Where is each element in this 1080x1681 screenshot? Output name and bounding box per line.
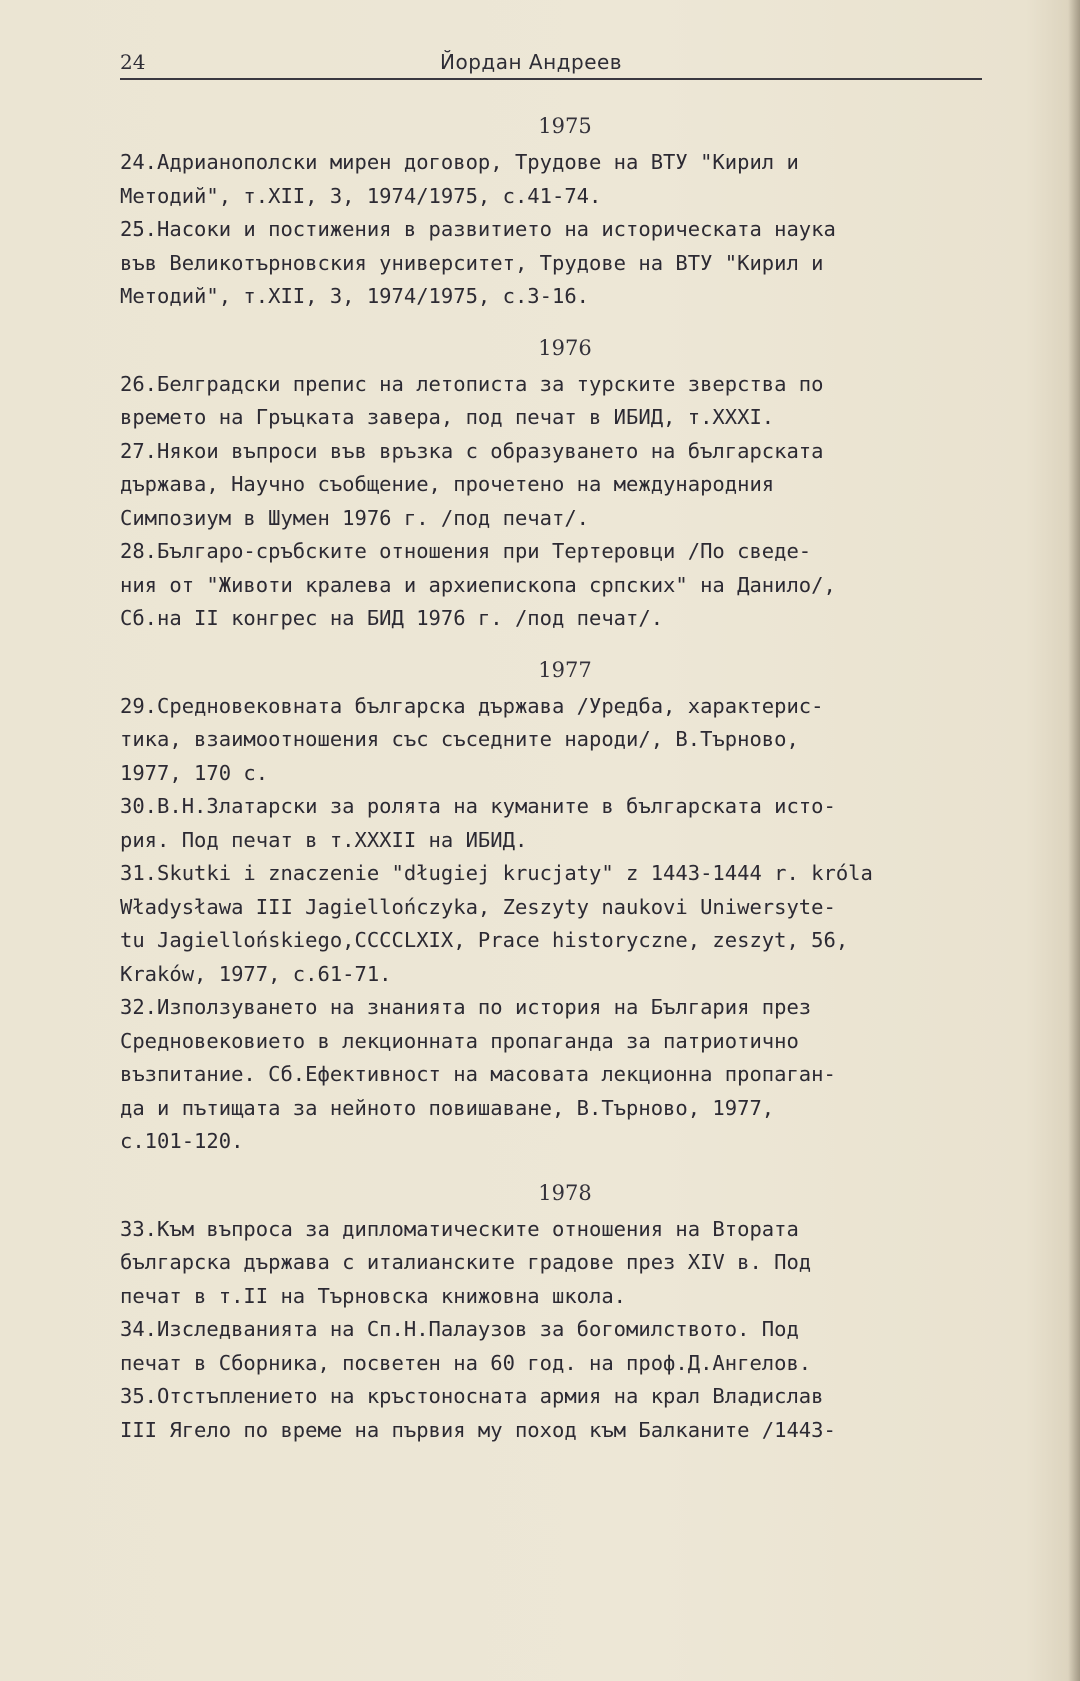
entry-line: възпитание. Сб.Ефективност на масовата лекционна пропаган- (120, 1062, 836, 1086)
entry-line: Методий", т.XII, 3, 1974/1975, с.3-16. (120, 284, 589, 308)
entry-line: Сб.на II конгрес на БИД 1976 г. /под печат/. (120, 606, 664, 630)
entry-line: 30.В.Н.Златарски за ролята на куманите в българската исто- (120, 794, 836, 818)
entry-line: печат в Сборника, посветен на 60 год. на проф.Д.Ангелов. (120, 1350, 812, 1375)
year-section (120, 110, 990, 314)
running-head-author: Йордан Андреев (440, 50, 623, 74)
bibliography-entry (120, 146, 990, 213)
entry-line: Средновековието в лекционната пропаганда за патриотично (120, 1028, 799, 1053)
year-heading: 1976 (538, 335, 592, 360)
bibliography-entry (120, 535, 990, 636)
entry-line: българска държава с италианските градове през XIV в. Под (120, 1250, 812, 1274)
entry-line: Симпозиум в Шумен 1976 г. /под печат/. (120, 505, 589, 530)
entry-line: 33.Към въпроса за дипломатическите отношения на Втората (120, 1216, 799, 1241)
year-heading: 1978 (538, 1180, 592, 1205)
entry-line: 31.Skutki i znaczenie "długiej krucjaty" z 1443-1444 r. króla (120, 861, 873, 885)
entry-line: 32.Използуването на знанията по история на България през (120, 995, 812, 1019)
entry-line: 28.Българо-сръбските отношения при Тертеровци /По сведе- (120, 539, 812, 563)
entry-line: ния от "Животи кралева и архиепископа српских" на Данило/, (120, 572, 836, 597)
entry-line: Władysława III Jagiellończyka, Zeszyty naukovi Uniwersyte- (120, 894, 836, 919)
entry-line: III Ягело по време на първия му поход към Балканите /1443- (120, 1417, 836, 1442)
entry-line: печат в т.II на Търновска книжовна школа. (120, 1283, 627, 1308)
entry-line: 29.Средновековната българска държава /Уредба, характерис- (120, 693, 824, 718)
bibliography-entry (120, 991, 990, 1159)
bibliography-entry (120, 857, 990, 991)
bibliography-entry (120, 368, 990, 435)
entry-line: 25.Насоки и постижения в развитието на историческата наука (120, 217, 836, 241)
bibliography-list (120, 110, 990, 1465)
entry-line: 24.Адрианополски мирен договор, Трудове на ВТУ "Кирил и (120, 150, 799, 174)
bibliography-entry (120, 213, 990, 314)
entry-line: рия. Под печат в т.XXXII на ИБИД. (120, 827, 528, 852)
page-number: 24 (120, 50, 146, 74)
entry-line: tu Jagiellońskiego,CCCCLXIX, Prace historyczne, zeszyt, 56, (120, 928, 849, 952)
entry-line: 34.Изследванията на Сп.Н.Палаузов за богомилството. Под (120, 1317, 799, 1341)
entry-line: с.101-120. (120, 1129, 244, 1153)
entry-line: да и пътищата за нейното повишаване, В.Търново, 1977, (120, 1095, 775, 1120)
year-heading: 1975 (538, 114, 592, 138)
entry-line: Kraków, 1977, c.61-71. (120, 961, 392, 986)
entry-line: времето на Гръцката завера, под печат в ИБИД, т.XXXI. (120, 405, 775, 429)
bibliography-entry (120, 1380, 990, 1447)
entry-line: 1977, 170 с. (120, 760, 269, 785)
bibliography-entry (120, 790, 990, 857)
entry-line: 27.Някои въпроси във връзка с образуването на българската (120, 438, 824, 463)
bibliography-entry (120, 1313, 990, 1380)
year-section (120, 332, 990, 636)
entry-line: Методий", т.XII, 3, 1974/1975, с.41-74. (120, 183, 602, 208)
year-heading: 1977 (538, 657, 592, 682)
entry-line: тика, взаимоотношения със съседните народи/, В.Търново, (120, 727, 799, 751)
year-section (120, 654, 990, 1159)
bibliography-entry (120, 1213, 990, 1314)
bibliography-entry (120, 435, 990, 536)
running-header (120, 48, 982, 80)
page-edge-shadow (1068, 0, 1080, 1681)
entry-line: във Великотърновския университет, Трудове на ВТУ "Кирил и (120, 250, 824, 275)
entry-line: 26.Белградски препис на летописта за турските зверства по (120, 371, 824, 396)
entry-line: държава, Научно съобщение, прочетено на международния (120, 472, 775, 496)
entry-line: 35.Отстъплението на кръстоносната армия на крал Владислав (120, 1384, 824, 1408)
year-section (120, 1177, 990, 1448)
bibliography-entry (120, 690, 990, 791)
